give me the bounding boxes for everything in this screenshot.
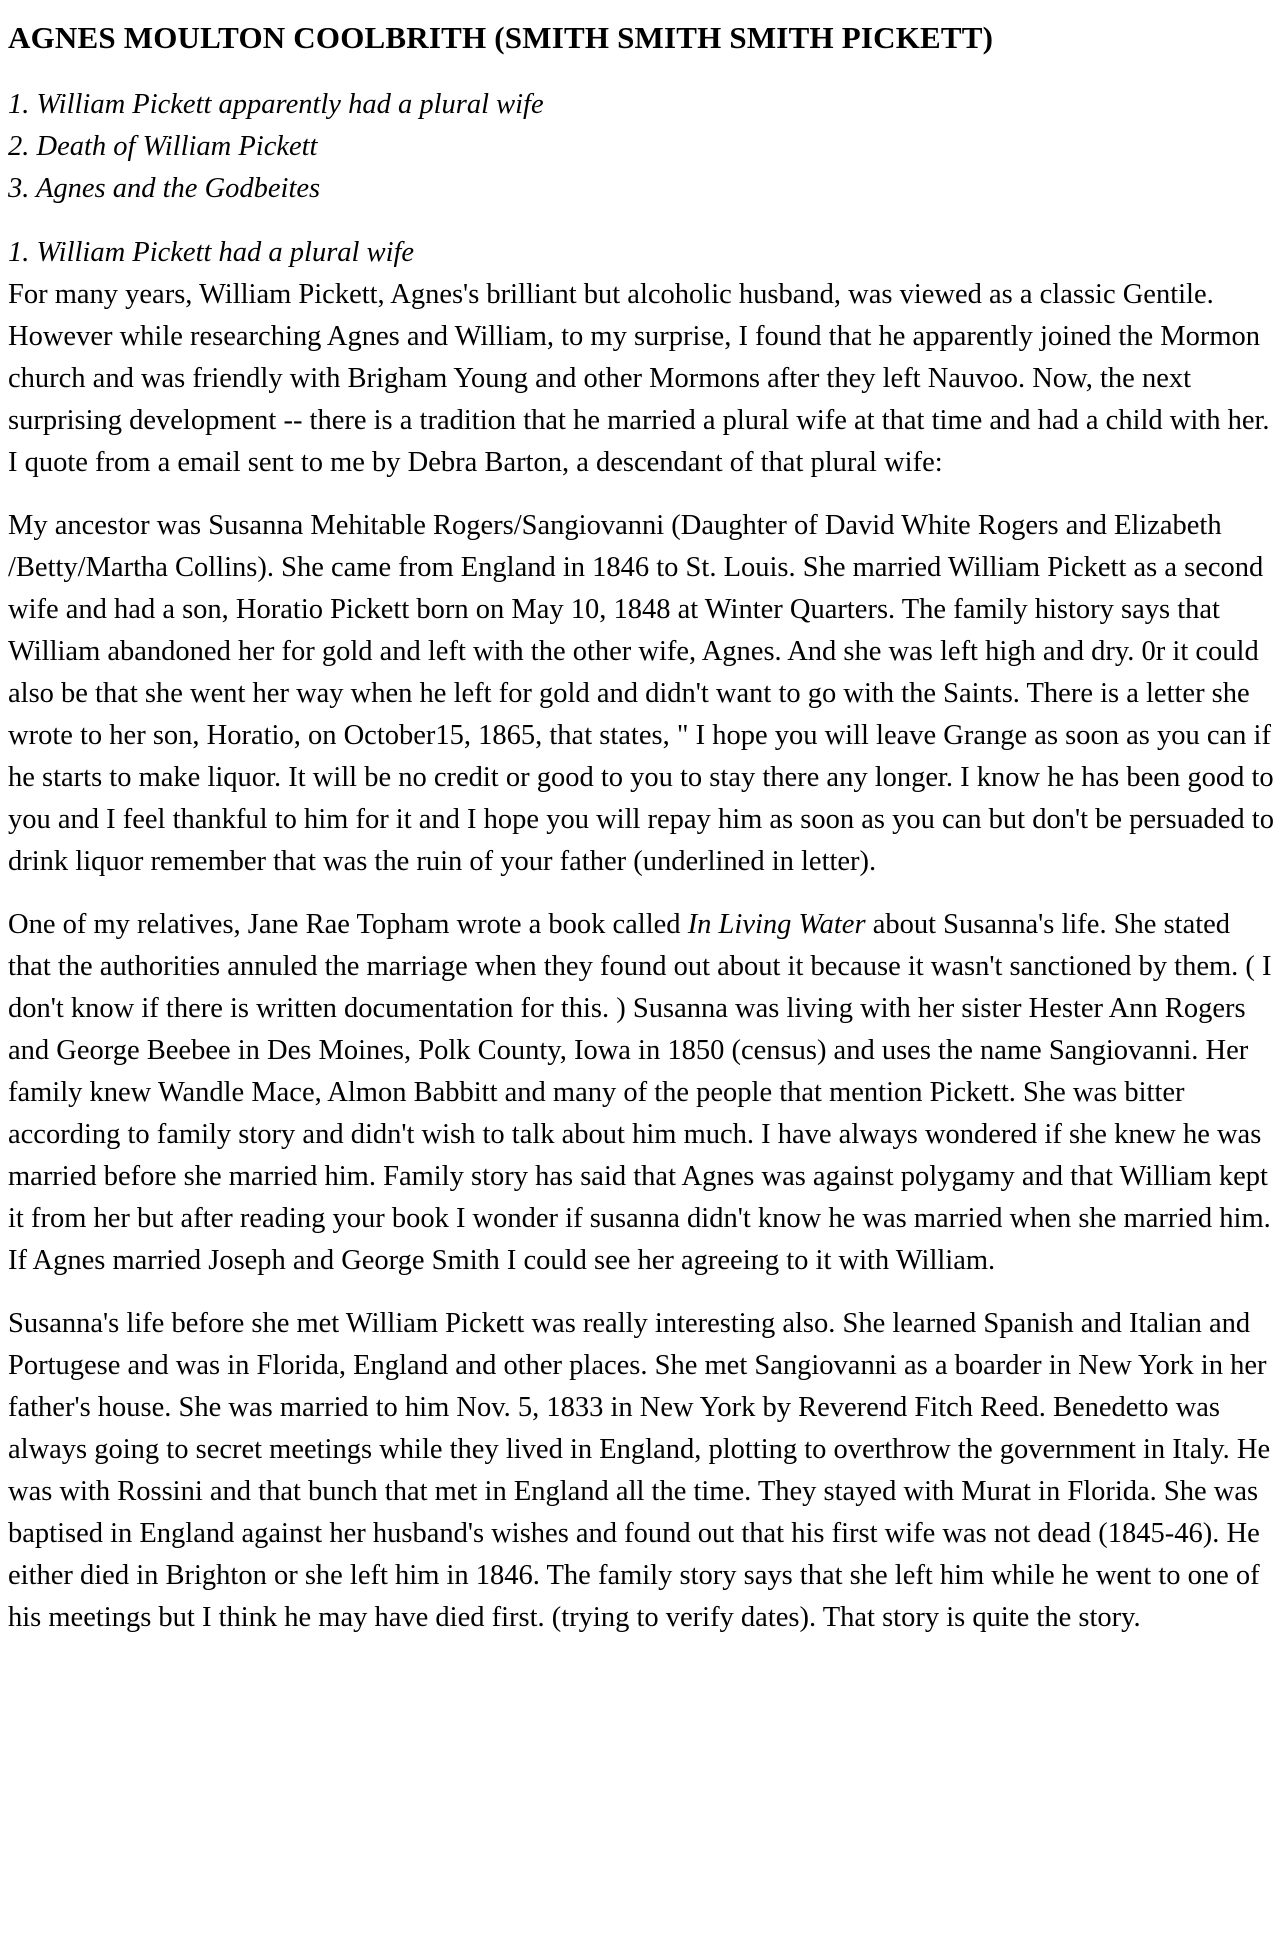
outline-item-3: 3. Agnes and the Godbeites bbox=[8, 173, 321, 204]
section-heading: 1. William Pickett had a plural wife bbox=[8, 237, 415, 268]
outline-list bbox=[8, 84, 1275, 210]
paragraph-intro: For many years, William Pickett, Agnes's brilliant but alcoholic husband, was viewed as a classic Gentile. However while researching Agnes and William, to my surprise, I found that he apparently joined the Mormon church and was friendly with Brigham Young and other Mormons after they left Nauvoo. Now, the next surprising development -- there is a tradition that he married a plural wife at that time and had a child with her. I quote from a email sent to me by Debra Barton, a descendant of that plural wife: bbox=[8, 279, 1270, 478]
outline-item-2: 2. Death of William Pickett bbox=[8, 131, 318, 162]
paragraph-email-quote-2: One of my relatives, Jane Rae Topham wrote a book called In Living Water about Susanna's life. She stated that the authorities annuled the marriage when they found out about it because it wasn't sanctioned by them. ( I don't know if there is written documentation for this. ) Susanna was living with her sister Hester Ann Rogers and George Beebee in Des Moines, Polk County, Iowa in 1850 (census) and uses the name Sangiovanni. Her family knew Wandle Mace, Almon Babbitt and many of the people that mention Pickett. She was bitter according to family story and didn't wish to talk about him much. I have always wondered if she knew he was married before she married him. Family story has said that Agnes was against polygamy and that William kept it from her but after reading your book I wonder if susanna didn't know he was married when she married him. If Agnes married Joseph and George Smith I could see her agreeing to it with William. bbox=[8, 909, 1272, 1276]
paragraph-email-quote-1: My ancestor was Susanna Mehitable Rogers/Sangiovanni (Daughter of David White Rogers and Elizabeth /Betty/Martha Collins). She came from England in 1846 to St. Louis. She married William Pickett as a second wife and had a son, Horatio Pickett born on May 10, 1848 at Winter Quarters. The family history says that William abandoned her for gold and left with the other wife, Agnes. And she was left high and dry. 0r it could also be that she went her way when he left for gold and didn't want to go with the Saints. There is a letter she wrote to her son, Horatio, on October15, 1865, that states, " I hope you will leave Grange as soon as you can if he starts to make liquor. It will be no credit or good to you to stay there any longer. I know he has been good to you and I feel thankful to him for it and I hope you will repay him as soon as you can but don't be persuaded to drink liquor remember that was the ruin of your father (underlined in letter). bbox=[8, 510, 1274, 877]
outline-item-1: 1. William Pickett apparently had a plural wife bbox=[8, 89, 544, 120]
section-block bbox=[8, 232, 1275, 484]
document-title: AGNES MOULTON COOLBRITH (SMITH SMITH SMITH PICKETT) bbox=[8, 20, 994, 55]
paragraph-email-quote-3: Susanna's life before she met William Pickett was really interesting also. She learned Spanish and Italian and Portugese and was in Florida, England and other places. She met Sangiovanni as a boarder in New York in her father's house. She was married to him Nov. 5, 1833 in New York by Reverend Fitch Reed. Benedetto was always going to secret meetings while they lived in England, plotting to overthrow the government in Italy. He was with Rossini and that bunch that met in England all the time. They stayed with Murat in Florida. She was baptised in England against her husband's wishes and found out that his first wife was not dead (1845-46). He either died in Brighton or she left him in 1846. The family story says that she left him while he went to one of his meetings but I think he may have died first. (trying to verify dates). That story is quite the story. bbox=[8, 1308, 1271, 1633]
